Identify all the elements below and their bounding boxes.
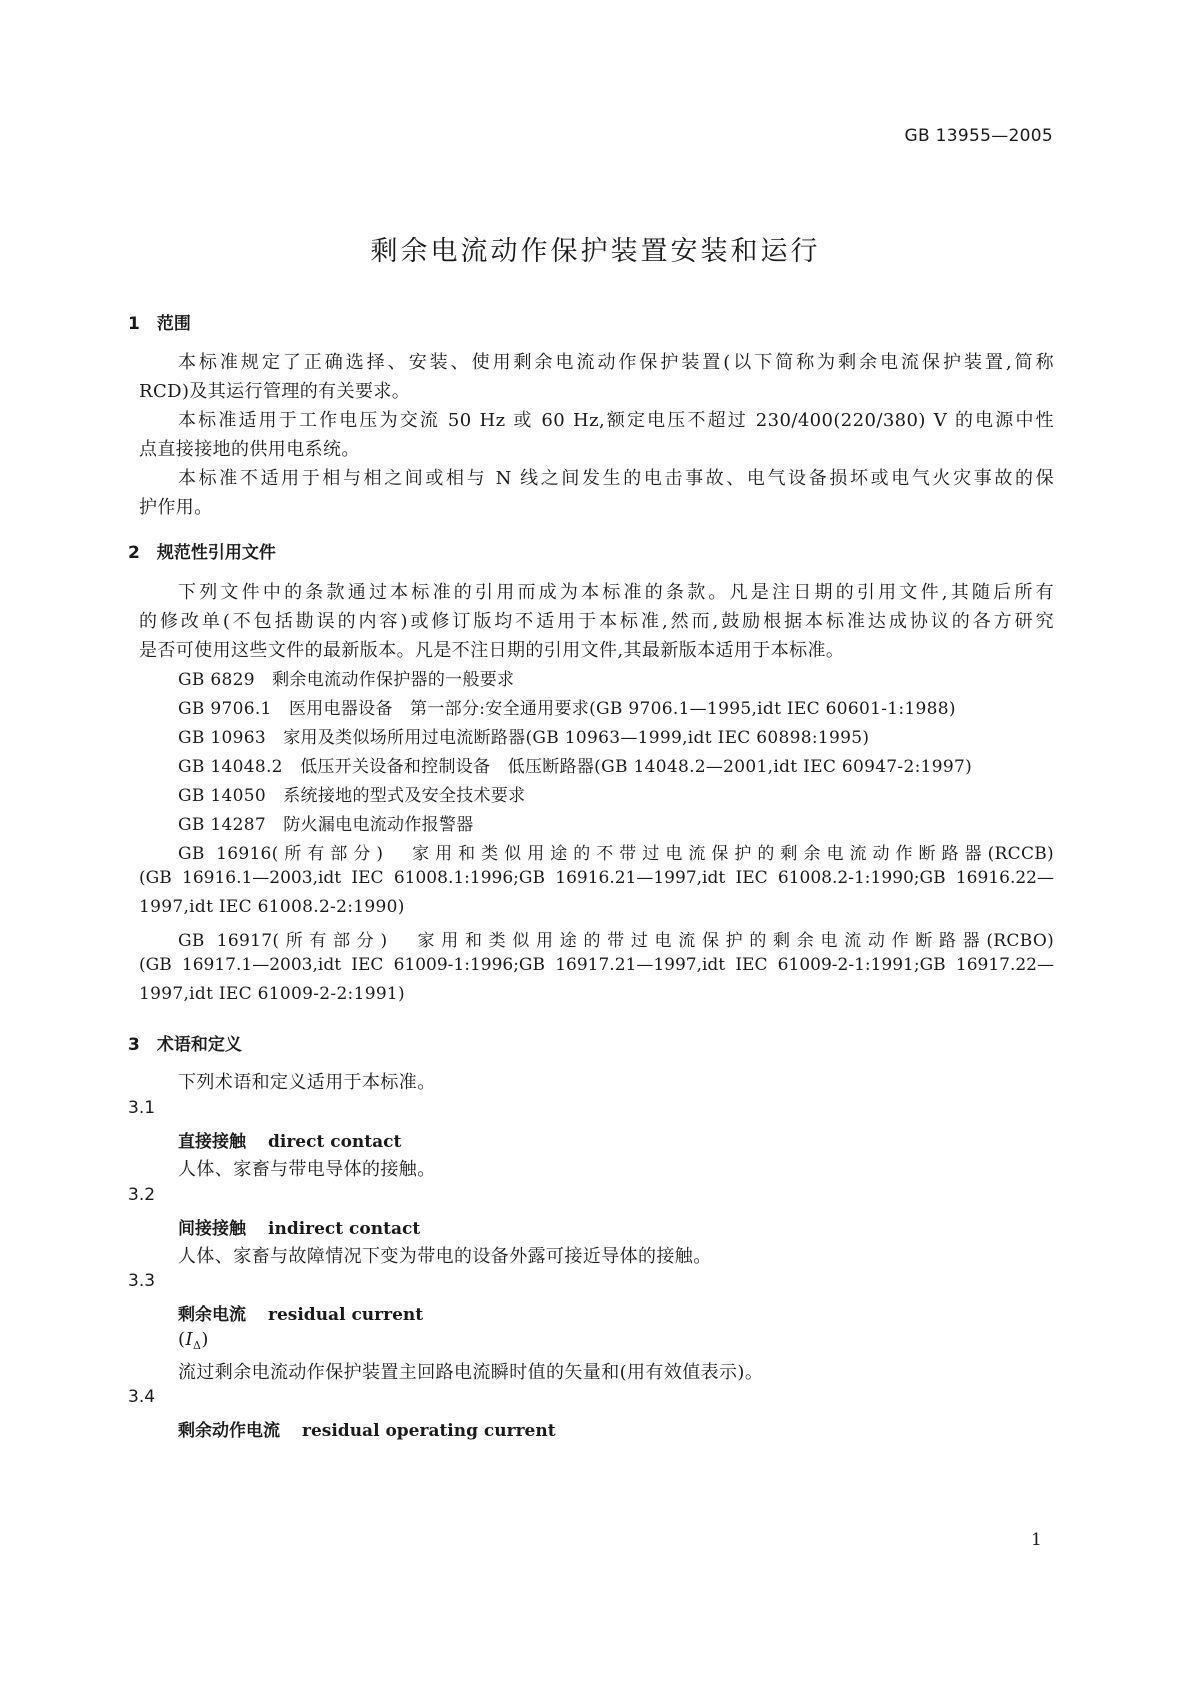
- reference-item: (GB 16917.1—2003,idt IEC 61009-1:1996;GB 16917.21—1997,idt IEC 61009-2-1:1991;GB 16917.22—: [139, 955, 1054, 975]
- term-en: residual current: [268, 1305, 424, 1325]
- term-heading: [178, 1300, 423, 1325]
- term-number: 3.1: [128, 1098, 156, 1118]
- reference-item: GB 14287 防火漏电电流动作报警器: [178, 815, 474, 835]
- paragraph-line: 本标准不适用于相与相之间或相与 N 线之间发生的电击事故、电气设备损坏或电气火灾事故的保: [178, 468, 1054, 489]
- term-heading: [178, 1127, 401, 1152]
- term-number: 3.3: [128, 1271, 156, 1291]
- term-cn: 直接接触: [178, 1132, 246, 1152]
- reference-item: GB 14050 系统接地的型式及安全技术要求: [178, 786, 526, 806]
- paragraph-line: 的修改单(不包括勘误的内容)或修订版均不适用于本标准,然而,鼓励根据本标准达成协议的各方研究: [139, 611, 1054, 632]
- paragraph-line: RCD)及其运行管理的有关要求。: [139, 381, 411, 402]
- reference-item: GB 16917(所有部分) 家用和类似用途的带过电流保护的剩余电流动作断路器(RCBO): [178, 931, 1054, 951]
- document-title: 剩余电流动作保护装置安装和运行: [370, 236, 821, 267]
- reference-item: GB 10963 家用及类似场所用过电流断路器(GB 10963—1999,idt IEC 60898:1995): [178, 728, 870, 748]
- paragraph-line: 本标准适用于工作电压为交流 50 Hz 或 60 Hz,额定电压不超过 230/400(220/380) V 的电源中性: [178, 410, 1054, 431]
- term-definition: 流过剩余电流动作保护装置主回路电流瞬时值的矢量和(用有效值表示)。: [178, 1362, 764, 1383]
- term-number: 3.4: [128, 1387, 156, 1407]
- section-3-heading: 3 术语和定义: [128, 1035, 242, 1055]
- section-2-heading: 2 规范性引用文件: [128, 543, 276, 563]
- reference-item: 1997,idt IEC 61008.2-2:1990): [139, 897, 405, 917]
- term-cn: 剩余动作电流: [178, 1421, 280, 1441]
- term-number: 3.2: [128, 1185, 156, 1205]
- term-cn: 间接接触: [178, 1219, 246, 1239]
- paragraph-line: 本标准规定了正确选择、安装、使用剩余电流动作保护装置(以下简称为剩余电流保护装置,简称: [178, 352, 1054, 373]
- term-definition: 人体、家畜与带电导体的接触。: [178, 1159, 436, 1180]
- reference-item: GB 16916(所有部分) 家用和类似用途的不带过电流保护的剩余电流动作断路器(RCCB): [178, 844, 1054, 864]
- term-heading: [178, 1416, 556, 1441]
- section-3-intro: 下列术语和定义适用于本标准。: [178, 1072, 436, 1093]
- term-symbol: $(I_\Delta)$: [178, 1329, 209, 1352]
- reference-item: GB 6829 剩余电流动作保护器的一般要求: [178, 670, 515, 690]
- symbol-letter: I: [185, 1329, 193, 1350]
- paragraph-line: 是否可使用这些文件的最新版本。凡是不注日期的引用文件,其最新版本适用于本标准。: [139, 640, 845, 661]
- term-en: indirect contact: [268, 1219, 421, 1239]
- reference-item: GB 14048.2 低压开关设备和控制设备 低压断路器(GB 14048.2—2001,idt IEC 60947-2:1997): [178, 757, 973, 777]
- paragraph-line: 点直接接地的供用电系统。: [139, 439, 360, 460]
- term-en: direct contact: [268, 1132, 402, 1152]
- term-heading: [178, 1214, 420, 1239]
- reference-item: GB 9706.1 医用电器设备 第一部分:安全通用要求(GB 9706.1—1995,idt IEC 60601-1:1988): [178, 699, 956, 719]
- standard-number: GB 13955—2005: [904, 126, 1053, 146]
- paragraph-line: 护作用。: [139, 497, 213, 518]
- paragraph-line: 下列文件中的条款通过本标准的引用而成为本标准的条款。凡是注日期的引用文件,其随后所有: [178, 582, 1054, 603]
- symbol-subscript: Δ: [192, 1339, 202, 1352]
- reference-item: (GB 16916.1—2003,idt IEC 61008.1:1996;GB 16916.21—1997,idt IEC 61008.2-1:1990;GB 16916.22—: [139, 868, 1054, 888]
- term-definition: 人体、家畜与故障情况下变为带电的设备外露可接近导体的接触。: [178, 1246, 712, 1267]
- reference-item: 1997,idt IEC 61009-2-2:1991): [139, 984, 405, 1004]
- term-en: residual operating current: [302, 1421, 556, 1441]
- term-cn: 剩余电流: [178, 1305, 246, 1325]
- page-number: 1: [1031, 1530, 1042, 1550]
- section-1-heading: 1 范围: [128, 314, 191, 334]
